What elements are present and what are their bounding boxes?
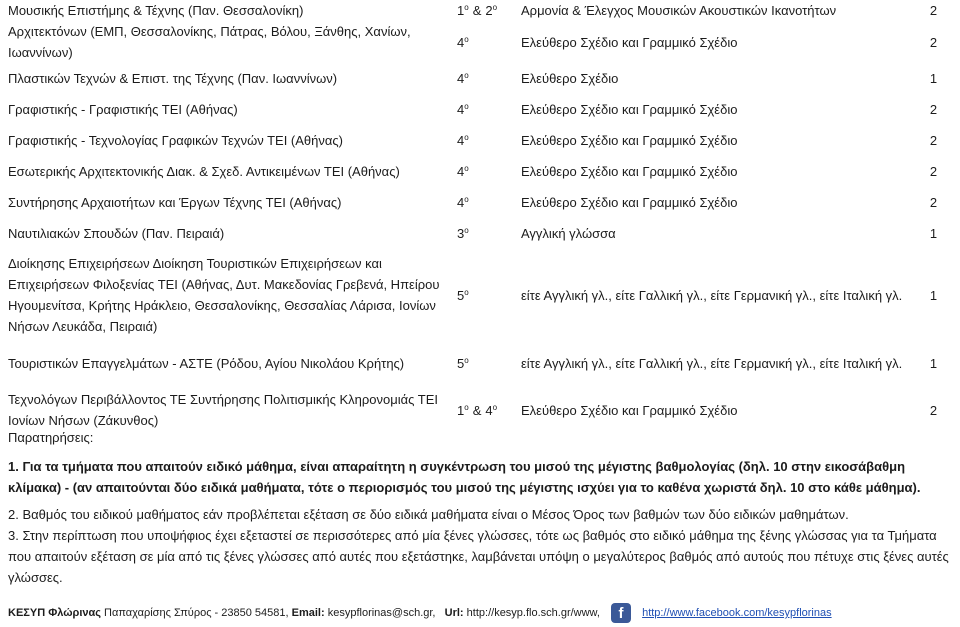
- subject-cell: Ελεύθερο Σχέδιο: [521, 71, 619, 86]
- footer: [8, 602, 953, 624]
- table-row: [8, 187, 953, 218]
- weight-cell: 2: [929, 133, 938, 148]
- subject-cell: είτε Αγγλική γλ., είτε Γαλλική γλ., είτε Γερμανική γλ., είτε Ιταλική γλ.: [521, 287, 903, 303]
- ordinal-suffix: ο: [464, 226, 469, 235]
- department-cell: Αρχιτεκτόνων (ΕΜΠ, Θεσσαλονίκης, Πάτρας, Βόλου, Ξάνθης, Χανίων, Ιωαννίνων): [8, 24, 411, 60]
- facebook-icon[interactable]: f: [611, 603, 631, 623]
- semester-joiner: &: [472, 3, 482, 18]
- semester-value: 4: [457, 102, 465, 117]
- weight-cell: 2: [929, 3, 938, 18]
- footer-url-label: Url:: [444, 607, 464, 619]
- ordinal-suffix: ο: [464, 195, 469, 204]
- table-row: [8, 125, 953, 156]
- ordinal-suffix: ο: [464, 355, 469, 365]
- ordinal-suffix: ο: [492, 3, 498, 12]
- footer-person: Παπαχαρίσης Σπύρος - 23850 54581,: [104, 607, 289, 619]
- department-cell: Τουριστικών Επαγγελμάτων - ΑΣΤΕ (Ρόδου, Αγίου Νικολάου Κρήτης): [8, 355, 405, 371]
- semester-value: 1: [457, 402, 465, 418]
- weight-cell: 1: [929, 287, 938, 303]
- department-cell: Συντήρησης Αρχαιοτήτων και Έργων Τέχνης ΤΕΙ (Αθήνας): [8, 195, 342, 210]
- notes-section: [8, 428, 953, 588]
- department-cell: Διοίκησης Επιχειρήσεων Διοίκηση Τουριστικών Επιχειρήσεων και Επιχειρήσεων Φιλοξενίας ΤΕΙ (Αθήνας, Δυτ. Μακεδονίας Γρεβενά, Ηπείρου Ηγουμενίτσα, Κρήτης Ηράκλειο, Θεσσαλονίκης, Θεσσαλίας Λάρισα, Ιονίων Νήσων Λευκάδα, Πειραιά): [8, 256, 440, 334]
- subject-cell: Ελεύθερο Σχέδιο και Γραμμικό Σχέδιο: [521, 133, 738, 148]
- semester-value: 4: [457, 71, 465, 86]
- table-row: [8, 21, 953, 63]
- ordinal-suffix: ο: [464, 164, 469, 173]
- weight-cell: 2: [929, 102, 938, 117]
- note-1: 1. Για τα τμήματα που απαιτούν ειδικό μάθημα, είναι απαραίτητη η συγκέντρωση του μισού της μέγιστης βαθμολογίας (δηλ. 10 στην εικοσάβαθμη κλίμακα) - (αν απαιτούνται δύο ειδικά μαθήματα, τότε ο περιορισμός του μισού της μέγιστης ισχύει για το καθένα χωριστά δηλ. 10 στο κάθε μάθημα).: [8, 459, 921, 495]
- notes-title: Παρατηρήσεις:: [8, 430, 94, 445]
- ordinal-suffix: ο: [464, 102, 469, 111]
- semester-cell: [457, 63, 521, 94]
- footer-email-label: Email:: [291, 607, 325, 619]
- semester-value: 1: [457, 3, 465, 18]
- ordinal-suffix: ο: [464, 133, 469, 142]
- subject-cell: Ελεύθερο Σχέδιο και Γραμμικό Σχέδιο: [521, 164, 738, 179]
- subject-cell: Ελεύθερο Σχέδιο και Γραμμικό Σχέδιο: [521, 402, 738, 418]
- footer-org: ΚΕΣΥΠ Φλώρινας: [8, 607, 101, 619]
- semester-value: 4: [485, 402, 493, 418]
- semester-cell: [457, 94, 521, 125]
- ordinal-suffix: ο: [464, 287, 469, 297]
- weight-cell: 2: [929, 195, 938, 210]
- weight-cell: 2: [929, 402, 938, 418]
- semester-value: 2: [485, 3, 493, 18]
- department-cell: Μουσικής Επιστήμης & Τέχνης (Παν. Θεσσαλονίκη): [8, 3, 304, 18]
- subject-cell: Αγγλική γλώσσα: [521, 226, 616, 241]
- table-row: [8, 341, 953, 385]
- semester-value: 4: [457, 133, 465, 148]
- footer-url[interactable]: http://kesyp.flo.sch.gr/www,: [466, 607, 600, 619]
- semester-cell: [457, 125, 521, 156]
- department-cell: Γραφιστικής - Γραφιστικής ΤΕΙ (Αθήνας): [8, 102, 238, 117]
- subject-cell: είτε Αγγλική γλ., είτε Γαλλική γλ., είτε Γερμανική γλ., είτε Ιταλική γλ.: [521, 355, 903, 371]
- semester-cell: [457, 21, 521, 63]
- semester-joiner: &: [472, 402, 482, 418]
- facebook-link[interactable]: http://www.facebook.com/kesypflorinas: [642, 607, 832, 619]
- ordinal-suffix: ο: [492, 402, 498, 412]
- semester-value: 4: [457, 34, 465, 50]
- department-cell: Εσωτερικής Αρχιτεκτονικής Διακ. & Σχεδ. Αντικειμένων ΤΕΙ (Αθήνας): [8, 164, 400, 179]
- weight-cell: 1: [929, 355, 938, 371]
- table-row: [8, 249, 953, 341]
- specialty-table: [8, 0, 953, 435]
- subject-cell: Ελεύθερο Σχέδιο και Γραμμικό Σχέδιο: [521, 195, 738, 210]
- subject-cell: Ελεύθερο Σχέδιο και Γραμμικό Σχέδιο: [521, 102, 738, 117]
- subject-cell: Αρμονία & Έλεγχος Μουσικών Ακουστικών Ικανοτήτων: [521, 3, 837, 18]
- table-row: [8, 156, 953, 187]
- semester-cell: [457, 0, 521, 21]
- table-row: [8, 218, 953, 249]
- department-cell: Πλαστικών Τεχνών & Επιστ. της Τέχνης (Παν. Ιωαννίνων): [8, 71, 338, 86]
- semester-cell: [457, 341, 521, 385]
- semester-cell: [457, 249, 521, 341]
- weight-cell: 2: [929, 34, 938, 50]
- table-row: [8, 0, 953, 21]
- department-cell: Γραφιστικής - Τεχνολογίας Γραφικών Τεχνών ΤΕΙ (Αθήνας): [8, 133, 343, 148]
- department-cell: Τεχνολόγων Περιβάλλοντος ΤΕ Συντήρησης Πολιτισμικής Κληρονομιάς ΤΕΙ Ιονίων Νήσων (Ζάκυνθος): [8, 392, 439, 428]
- table-row: [8, 94, 953, 125]
- note-2: 2. Βαθμός του ειδικού μαθήματος εάν προβλέπεται εξέταση σε δύο ειδικά μαθήματα είναι ο Μέσος Όρος των βαθμών των δύο ειδικών μαθημάτων.: [8, 507, 849, 522]
- ordinal-suffix: ο: [464, 3, 469, 12]
- semester-value: 4: [457, 164, 465, 179]
- semester-cell: [457, 156, 521, 187]
- semester-cell: [457, 187, 521, 218]
- ordinal-suffix: ο: [464, 71, 469, 80]
- department-cell: Ναυτιλιακών Σπουδών (Παν. Πειραιά): [8, 226, 225, 241]
- semester-value: 3: [457, 226, 465, 241]
- footer-email[interactable]: kesypflorinas@sch.gr,: [327, 607, 436, 619]
- subject-cell: Ελεύθερο Σχέδιο και Γραμμικό Σχέδιο: [521, 34, 738, 50]
- weight-cell: 2: [929, 164, 938, 179]
- weight-cell: 1: [929, 226, 938, 241]
- ordinal-suffix: ο: [464, 34, 469, 44]
- semester-cell: [457, 218, 521, 249]
- semester-value: 5: [457, 287, 465, 303]
- semester-value: 4: [457, 195, 465, 210]
- table-row: [8, 63, 953, 94]
- weight-cell: 1: [929, 71, 938, 86]
- note-3: 3. Στην περίπτωση που υποψήφιος έχει εξεταστεί σε περισσότερες από μία ξένες γλώσσες, τότε ως βαθμός στο ειδικό μάθημα της ξένης γλώσσας για τα Τμήματα που απαιτούν εξέταση σε μία από τις ξένες γλώσσες από αυτές που εξετάστηκε, λαμβάνεται υπόψη ο μεγαλύτερος βαθμός από αυτούς που πέτυχε στις ξένες αυτές γλώσσες.: [8, 528, 949, 585]
- ordinal-suffix: ο: [464, 402, 469, 412]
- semester-value: 5: [457, 355, 465, 371]
